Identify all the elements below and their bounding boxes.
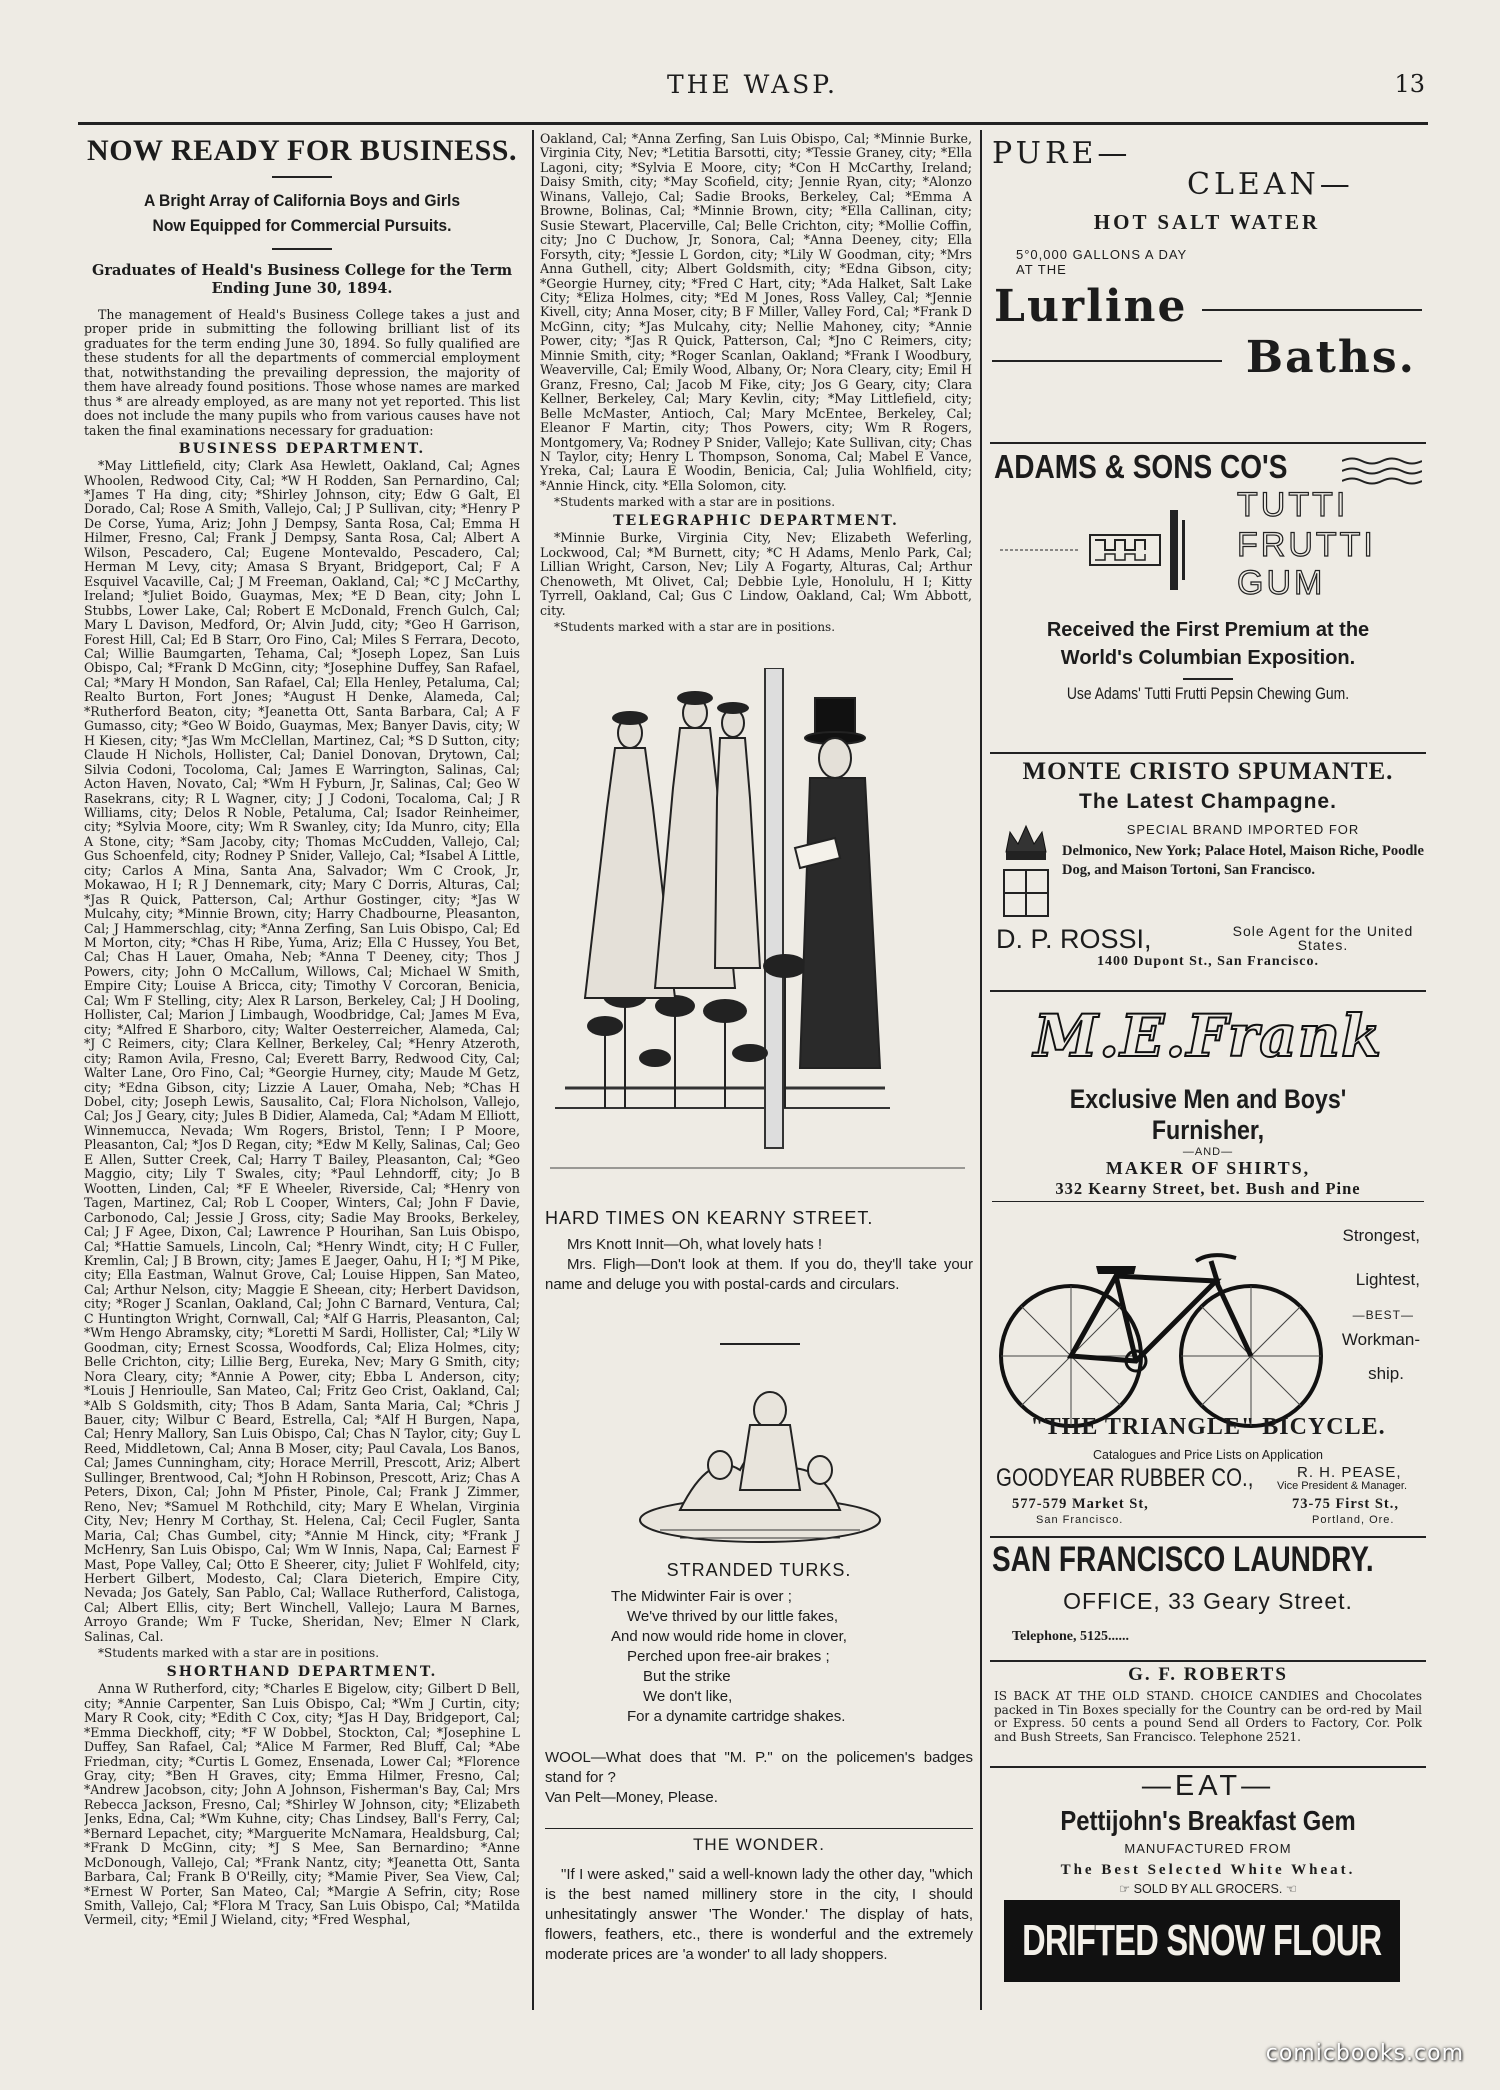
poem-line: We've thrived by our little fakes, — [627, 1608, 839, 1625]
telegraphic-department-heading: TELEGRAPHIC DEPARTMENT. — [613, 513, 899, 530]
ad-rule-4 — [990, 1536, 1426, 1538]
frank-logo: M.E.Frank — [1033, 1002, 1383, 1070]
cartoon-hard-times-line2: Mrs. Fligh—Don't look at them. If you do, they'll take your name and deluge you with postal-cards and circulars. — [545, 1256, 973, 1293]
wool-line1: WOOL—What does that "M. P." on the policemen's badges stand for ? — [545, 1749, 973, 1786]
monte-venues: Delmonico, New York; Palace Hotel, Maison Riche, Poodle Dog, and Maison Tortoni, San Francisco. — [1062, 843, 1424, 878]
pettijohn-title: Pettijohn's Breakfast Gem — [1060, 1805, 1356, 1836]
stranded-turks-block — [545, 1560, 973, 1760]
lurline-name: Lurline — [994, 281, 1188, 332]
wavy-lines-icon — [1342, 456, 1422, 486]
stranded-turks-caption: STRANDED TURKS. — [666, 1560, 852, 1580]
poem-line: For a dynamite cartridge shakes. — [627, 1708, 846, 1725]
lurline-name-row — [992, 277, 1422, 332]
ad-lurline-baths — [992, 136, 1422, 436]
ad-monte-cristo — [992, 758, 1424, 988]
ad-rule-5 — [990, 1660, 1426, 1662]
baths-name-row — [992, 332, 1422, 384]
monte-sub: The Latest Champagne. — [1079, 790, 1337, 813]
goodyear-address: 577-579 Market St, — [1012, 1496, 1149, 1512]
tutti-label: TUTTI — [1237, 486, 1349, 524]
laundry-telephone: Telephone, 5125...... — [1012, 1629, 1129, 1644]
poem-line: But the strike — [643, 1668, 731, 1685]
wonder-block — [545, 1828, 973, 2008]
baths-rule — [992, 360, 1222, 362]
cartoon-hard-times-illustration — [545, 668, 970, 1203]
watermark: comicbooks.com — [1265, 2041, 1464, 2066]
roberts-title: G. F. ROBERTS — [1128, 1664, 1288, 1685]
lurline-pure: PURE— — [992, 136, 1132, 171]
adams-use: Use Adams' Tutti Frutti Pepsin Chewing Gum. — [1066, 684, 1350, 703]
business-list: *May Littlefield, city; Clark Asa Hewlett, Oakland, Cal; Agnes Whoolen, Redwood City, Cal; *W H Rodden, San Pernardino, Cal; *James T Ha ding, city; *Shirley Johnson, city; Edw G Galt, El Dorado, Cal; Rose A Smith, Vallejo, Cal; J P Sullivan, city; *Henry P De Corse, Yuma, Ariz; John J Dempsy, Santa Rosa, Cal; Emma H Hilmer, Fresno, Cal; Frank J Dempsy, Santa Rosa, Cal; Albert A Wilson, Pescadero, Cal; Eugene Montevaldo, Pescadero, Cal; Herman M Levy, city; Amasa S Bryant, Bridgeport, Cal; F A Esquivel Vacaville, Cal; J M Freeman, Oakland, Cal; *C J McCarthy, Ireland; *Juliet Boido, Guaymas, Mex; *E D Bean, city; John L Stubbs, Lower Lake, Cal; Robert E McDonald, French Gulch, Cal; Mary L Davison, Medford, Or; Alvin Judd, city; *Geo H Garrison, Forest Hill, Cal; Ed B Starr, Oro Fino, Cal; Miles S Ferrara, Decoto, Cal; Willie Baumgarten, Tehama, Cal; *Joseph Lopez, San Luis Obispo, Cal; *Frank D McGinn, city; *Josephine Duffey, San Rafael, Cal; *Mary H Mondon, San Rafael, Cal; Ella Henley, Petaluma, Cal; Realto Burton, Fort Jones; *August H Denke, Alameda, Cal; *Rutherford Beaton, city; *Jeanetta Ott, Santa Barbara, Cal; A F Gumasso, city; *Geo W Boido, Guaymas, Mex; Banyer Davis, city; W H Kiesen, city; *Jas Wm McClellan, Martinez, Cal; *S D Sutton, city; Claude H Nichols, Hollister, Cal; Daniel Donovan, Drytown, Cal; Silvia Codoni, Tocoloma, Cal; James E Warrington, Salinas, Cal; Acton Haven, Novato, Cal; *Wm H Fyburn, Jr, Salinas, Cal; Geo W Rasekrans, city; R L Wagner, city; J J Codoni, Tocaloma, Cal; J R Williams, city; Delos R Noble, Petaluma, Cal; Isador Reinheimer, city; *Sylvia Moore, city; Wm R Swanley, city; Ida Munro, city; Ella A Stone, city; *Sam Jacoby, city; Thomas McCudden, Vallejo, Cal; Gus Schoenfeld, city; Rodney P Snider, Vallejo, Cal; *Isabel A Little, city; Carlos A Mina, Santa Ana, Salvador; Wm C Crook, Jr, Mokawao, H I; R J Dennemark, city; Mary C Dorris, Alturas, Cal; *Jas R Quick, Patterson, Cal; Arthur Gostinger, city; *Jas W Mulcahy, city; *Minnie Brown, city; Harry Chadbourne, Pleasanton, Cal; J Hammerschlag, city; *Anna Zerfing, San Luis Obispo, Cal; Ed M Morton, city; *Chas H Ribe, Yuma, Ariz; Ella C Hussey, You Bet, Cal; Chas H Lauer, Omaha, Neb; *Anna T Deeney, city; Thos J Powers, city; John O McCallum, Willows, Cal; Michael W Smith, Empire City; Louise A Bricca, city; Timothy V Corcoran, Benicia, Cal; Wm F Stelling, city; Alex R Larson, Berkeley, Cal; J H Dooling, Hollister, Cal; Marion J Limbaugh, Woodbridge, Cal; James M Eva, city; *Alfred E Sharboro, city; Walter Oesterreicher, Alameda, Cal; *J C Reimers, city; Clara Kellner, Berkeley, Cal; *Henry Atzeroth, city; Ramon Avila, Fresno, Cal; Everett Barry, Redwood City, Cal; Walter Lane, Oro Fino, Cal; *Georgie Hurney, city; Maude M Getz, city; *Edna Gibson, city; Lizzie A Lauer, Omaha, Neb; *Chas H Dobel, city; Joseph Lewis, Sausalito, Cal; Flora Nicholson, Vallejo, Cal; Jos J Geary, city; Jules B Didier, Alameda, Cal; *Adam M Elliott, Winnemucca, Nevada; Wm Rogers, Bristol, Tenn; I P Moore, Pleasanton, Cal; *Jos D Regan, city; *Edw M Kelly, Salinas, Cal; Geo E Allen, Sutter Creek, Cal; Harry T Bailey, Pleasanton, Cal; *Geo Maggio, city; Lily T Swales, city; *Paul Lehndorff, city; Jo B Wootten, Linden, Cal; *F E Wheeler, Riverside, Cal; *Henry von Tagen, Martinez, Cal; Rob L Cooper, Winters, Cal; John F Davie, Carbonodo, Cal; Jessie J Gross, city; Sadie May Brooks, Berkeley, Cal; J F Agee, Dixon, Cal; Lawrence P Hourihan, San Luis Obispo, Cal; *Hattie Samuels, Lincoln, Cal; *Henry Windt, city; H C Fuller, Kremlin, Cal; J B Brown, city; James E Jaeger, Oahu, H I; *J M Pike, city; Ella Eastman, Walnut Grove, Cal; Louise Hippen, San Mateo, Cal; Arthur Nelson, city; Maggie E Sheean, city; Herbert Davidson, city; *Roger J Scanlan, Oakland, Cal; John C Barnard, Ventura, Cal; C Huntington Wright, Cornwall, Cal; *Alf G Harris, Pleasanton, Cal; *Wm Hengo Abramsky, city; *Loretti M Sardi, Hollister, Cal; *Lily W Goodman, city; Ernest Scossa, Woodfords, Cal; Eliza Holmes, city; Belle Crichton, city; Lillie Berg, Eureka, Nev; Mary G Smith, city; Nora Cleary, city; *Annie A Power, city; Ebba L Anderson, city; *Louis J Henrioulle, San Mateo, Cal; Fritz Geo Crist, Oakland, Cal; *Alb S Goldsmith, city; Thos B Adam, Santa Maria, Cal; *Chris J Bauer, city; Wilbur C Beard, Estrella, Cal; *Alf H Burgen, Napa, Cal; Henry Mallory, San Luis Obispo, Cal; Chas N Taylor, city; Guy L Reed, Middletown, Cal; Anna B Moser, city; Paul Cavala, Los Banos, Cal; James Cunningham, city; Horace Merrill, Prescott, Ariz; Albert Sullinger, Brentwood, Cal; *John H Robinson, Prescott, Ariz; Chas A Peters, Dixon, Cal; John M Pfister, Pinole, Cal; Frank J Zimmer, Reno, Nev; *Samuel M Rothchild, city; Mary E Whelan, Virginia City, Nev; Henry M Corthay, St. Helena, Cal; Cecil Fugler, Santa Maria, Cal; Chas Gumbel, city; *Annie M Hinck, city; *Frank J McHenry, San Luis Obispo, Cal; Wm W Innis, Napa, Cal; Earnest F Mast, Pope Valley, Cal; Otto E Sheerer, city; Juliet F Wohlfeld, city; Herbert Gilbert, Modesto, Cal; Clara Dieterich, Empire City, Nevada; Jos Gately, San Pablo, Cal; Wallace Rutherford, Calistoga, Cal; Albert Ellis, city; Bert Winchell, Vallejo; Laura M Barnes, Arroyo Grande; Wm F Tucke, Sheridan, Nev; Elmer N Clark, Salinas, Cal. — [84, 458, 520, 1644]
roberts-text: IS BACK AT THE OLD STAND. CHOICE CANDIES and Chocolates packed in Tin Boxes specially for the Country can be ord-red by Mail or Express. 50 cents a pound Send all Orders to Factory, Cor. Polk and Bush Streets, San Francisco. Telephone 2521. — [994, 1689, 1422, 1744]
tutti-frutti-row — [992, 486, 1424, 602]
laundry-title: SAN FRANCISCO LAUNDRY. — [992, 1540, 1374, 1579]
bike-tag-ship: ship. — [1368, 1364, 1404, 1383]
subheadline: A Bright Array of California Boys and Girls Now Equipped for Commercial Pursuits. — [143, 191, 461, 235]
cartoon-hard-times-caption: HARD TIMES ON KEARNY STREET. — [545, 1208, 874, 1228]
rossi-address: 1400 Dupont St., San Francisco. — [1097, 954, 1319, 969]
headline: NOW READY FOR BUSINESS. — [87, 134, 517, 167]
bike-catalogues: Catalogues and Price Lists on Application — [1092, 1448, 1323, 1462]
page-header — [80, 70, 1425, 110]
bike-tag-workman: Workman- — [1341, 1330, 1420, 1349]
adams-title: ADAMS & SONS CO'S — [994, 448, 1288, 485]
masthead-title: THE WASP. — [666, 70, 838, 99]
ad-adams-tutti-frutti — [992, 448, 1424, 748]
bike-name: "THE TRIANGLE" BICYCLE. — [1030, 1414, 1386, 1440]
business-note: *Students marked with a star are in positions. — [98, 1646, 380, 1661]
poem-line: Perched upon free-air brakes ; — [627, 1648, 830, 1665]
wool-joke — [545, 1748, 973, 1828]
column-rule-2 — [980, 130, 982, 2010]
crown-icon — [1002, 822, 1050, 862]
bike-tag-lightest: Lightest, — [1355, 1270, 1420, 1289]
rossi-name: D. P. ROSSI, — [996, 924, 1152, 954]
shorthand-list-continued: Oakland, Cal; *Anna Zerfing, San Luis Obispo, Cal; *Minnie Burke, Virginia City, Nev; *Letitia Barsotti, city; *Tessie Graney, city; *Ella Lagoni, city; *Sylvia E Moore, city; *Con H McCarthy, Ireland; Daisy Smith, city; *May Scofield, city; Jennie Ryan, city; *Alonzo Winans, Vallejo, Cal; Sadie Brooks, Berkeley, Cal; *Emma A Browne, Bolinas, Cal; *Minnie Brown, city; *Ella Callinan, city; Susie Stewart, Placerville, Cal; Belle Crichton, city; *Mollie Coffin, city; Jno C Duchow, Jr, Sonora, Cal; *Anna Deeney, city; Ella Forsyth, city; *Jessie L Gordon, city; *Lily W Goodman, city; *Mrs Anna Guthell, city; Albert Goldsmith, city; *Edna Gibson, city; *Georgie Hurney, city; *Fred C Hart, city; *Ada Halket, Salt Lake City; *Eliza Holmes, city; *Ed M Jones, Ross Valley, Cal; *Jennie Kivell, city; Anna Moser, city; B F Miller, Valley Ford, Cal; *Frank D McGinn, city; *Jas Mulcahy, city; Nellie Mahoney, city; *Annie Power, city; *Jas R Quick, Patterson, Cal; *Jno C Reimers, city; Minnie Smith, city; *Roger Scanlan, Oakland; *Frank I Woodbury, Weaverville, Cal; Emily Wood, Albany, Or; Nora Cleary, city; Emil H Granz, Fresno, Cal; Jacob M Fike, city; Jos G Geary, city; Clara Kellner, Berkeley, Cal; Mary Kevlin, city; *May Littlefield, city; Belle McMaster, Antioch, Cal; Mary McEntee, Berkeley, Cal; Eleanor F Martin, city; Thos Powers, city; Wm R Rogers, Montgomery, Va; Rodney P Snider, Vallejo; Kate Sullivan, city; Chas N Taylor, city; Henry L Thompson, Sonoma, Cal; Mabel E Vance, Yreka, Cal; Laura E Woodin, Benicia, Cal; Julia Wohlfield, city; *Annie Hinck, city. *Ella Solomon, city. — [540, 132, 972, 493]
pettijohn-wheat: The Best Selected White Wheat. — [1060, 1862, 1356, 1878]
adams-premium: Received the First Premium at the World's Columbian Exposition. — [1046, 619, 1370, 669]
pease-title: Vice President & Manager. — [1277, 1480, 1408, 1492]
intro-paragraph: The management of Heald's Business College takes a just and proper pride in submitting the following brilliant list of its graduates for the term ending June 30, 1894. So fully qualified are these students for all the departments of commercial employment that, notwithstanding the prevailing depression, the majority of them have already found positions. Those whose names are marked thus * are already employed, as are many not yet reported. This list does not include the many pupils who from various causes have not taken the final examinations necessary for graduation: — [84, 307, 520, 438]
poem-line: The Midwinter Fair is over ; — [611, 1588, 792, 1605]
stranded-turks-poem — [545, 1587, 973, 1727]
pettijohn-sold-row — [992, 1881, 1424, 1896]
pettijohn-eat: —EAT— — [1141, 1770, 1275, 1802]
ornament-icon — [1000, 510, 1210, 590]
graduates-heading: Graduates of Heald's Business College for the Term Ending June 30, 1894. — [91, 262, 513, 297]
frutti-label: FRUTTI — [1237, 526, 1376, 564]
subhead-rule — [272, 248, 332, 250]
frank-and: —AND— — [1182, 1146, 1234, 1158]
monte-body — [992, 814, 1424, 924]
rossi-agent: Sole Agent for the United States. — [1232, 923, 1414, 953]
cartoon-hard-times-line1: Mrs Knott Innit—Oh, what lovely hats ! — [567, 1236, 823, 1253]
shorthand-list: Anna W Rutherford, city; *Charles E Bigelow, city; Gilbert D Bell, city; *Annie Carpenter, San Luis Obispo, Cal; *Wm J Curtin, city; Mary R Cook, city; *Edith C Cox, city; *Jas H Day, Bridgeport, Cal; *Emma Dieckhoff, city; *F W Dobbel, Stockton, Cal; *Josephine L Duffey, San Rafael, Cal; *Alice M Farmer, Red Bluff, Cal; *Abe Friedman, city; *Curtis L Gomez, Ensenada, Lower Cal; *Florence Gray, city; *Ben H Graves, city; Emma Hilmer, Fresno, Cal; *Andrew Jacobson, city; John A Johnson, Fisherman's Bay, Cal; Mrs Rebecca Jackson, Fresno, Cal; *Shirley W Johnson, city; *Elizabeth Jenks, Edna, Cal; *Wm Kuhne, city; Chas Lindsey, Ball's Ferry, Cal; *Bernard Lepachet, city; *Marguerite McNamara, Healdsburg, Cal; *Frank D McGinn, city; *J S Mee, San Bernardino; *Anne McDonough, Vallejo, Cal; *Frank Nantz, city; *Jeanetta Ott, Santa Barbara, Cal; Frank B O'Reilly, city; *Mamie Piver, Sea View, Cal; *Ernest W Porter, San Mateo, Cal; *Margie A Sefrin, city; Rose Smith, Vallejo, Cal; *Flora M Tracy, San Luis Obispo, Cal; *Matilda Vermeil, city; *Emil J Wieland, city; *Fred Wesphal, — [84, 1681, 520, 1928]
pointing-hand-icon: ☞ — [1118, 1882, 1134, 1896]
lurline-at-the: AT THE — [1016, 262, 1067, 277]
pease-name: R. H. PEASE, — [1297, 1464, 1402, 1481]
shield-cross-icon — [1002, 868, 1050, 918]
headline-rule — [272, 176, 332, 178]
flour-label: DRIFTED SNOW FLOUR — [1022, 1916, 1382, 1965]
adams-rule — [1183, 678, 1233, 680]
frank-line2: MAKER OF SHIRTS, — [1105, 1158, 1311, 1178]
frank-address: 332 Kearny Street, bet. Bush and Pine — [992, 1179, 1424, 1202]
adams-title-row — [992, 448, 1424, 490]
bike-tag-strongest: Strongest, — [1342, 1226, 1420, 1245]
ad-rule-1 — [990, 442, 1426, 444]
wonder-heading: THE WONDER. — [545, 1828, 973, 1855]
shorthand-department-heading: SHORTHAND DEPARTMENT. — [166, 1664, 438, 1681]
laundry-office: OFFICE, 33 Geary Street. — [1063, 1588, 1353, 1614]
rossi-row — [992, 924, 1424, 954]
business-department-heading: BUSINESS DEPARTMENT. — [178, 441, 426, 458]
ad-pettijohn — [992, 1770, 1424, 1896]
bike-tag-best: —BEST— — [1352, 1308, 1414, 1322]
cartoon-stranded-turks-illustration — [620, 1370, 900, 1550]
ad-drifted-snow-flour — [1004, 1900, 1400, 1982]
ad-sf-laundry — [992, 1540, 1424, 1670]
lurline-hot-salt-water: HOT SALT WATER — [1093, 210, 1321, 234]
gum-label: GUM — [1237, 564, 1326, 602]
monte-title: MONTE CRISTO SPUMANTE. — [1022, 758, 1394, 785]
ad-triangle-bicycle — [992, 1216, 1424, 1536]
ad-rule-6 — [990, 1766, 1426, 1768]
wonder-text: "If I were asked," said a well-known lady the other day, "which is the best named millinery store in the city, I should unhesitatingly answer 'The Wonder.' The display of hats, flowers, feathers, etc., there is wonderful and the extremely moderate prices are 'a wonder' to all lady shoppers. — [545, 1866, 973, 1963]
cartoon-divider — [720, 1343, 800, 1345]
pettijohn-sold: SOLD BY ALL GROCERS. — [1133, 1882, 1283, 1896]
wool-line2: Van Pelt—Money, Please. — [545, 1789, 718, 1806]
pease-city: Portland, Ore. — [1312, 1514, 1395, 1526]
shorthand-note: *Students marked with a star are in positions. — [554, 495, 836, 510]
header-rule — [78, 122, 1428, 125]
goodyear-city: San Francisco. — [1036, 1514, 1124, 1526]
bicycle-icon — [996, 1236, 1326, 1436]
frank-line1: Exclusive Men and Boys' Furnisher, — [1069, 1084, 1347, 1145]
cartoon-hard-times-text — [545, 1208, 973, 1328]
ad-rule-3 — [990, 990, 1426, 992]
lurline-gallons: 5°0,000 GALLONS A DAY — [1016, 247, 1188, 262]
column-rule-1 — [532, 130, 534, 2010]
baths-name: Baths. — [1245, 332, 1416, 383]
lurline-clean: CLEAN— — [1187, 167, 1354, 202]
poem-line: We don't like, — [643, 1688, 733, 1705]
pettijohn-mfd: MANUFACTURED FROM — [1124, 1841, 1292, 1856]
goodyear-name: GOODYEAR RUBBER CO., — [996, 1464, 1254, 1492]
lurline-rule — [1202, 309, 1422, 311]
monte-special: SPECIAL BRAND IMPORTED FOR — [1126, 822, 1360, 837]
poem-line: And now would ride home in clover, — [611, 1628, 847, 1645]
telegraphic-list: *Minnie Burke, Virginia City, Nev; Elizabeth Weferling, Lockwood, Cal; *M Burnett, city; *C H Adams, Menlo Park, Cal; Lillian Wright, Carson, Nev; Lily A Fogarty, Alturas, Cal; Arthur Chenoweth, Mt Olivet, Cal; Debbie Lyle, Honolulu, H I; Kitty Tyrrell, Oakland, Cal; Gus C Lindow, Oakland, Cal; Wm Abbott, city. — [540, 530, 972, 618]
ad-gf-roberts — [994, 1664, 1422, 1764]
column-one — [84, 134, 520, 2004]
page-number: 13 — [1394, 70, 1425, 98]
telegraphic-note: *Students marked with a star are in positions. — [554, 620, 836, 635]
ad-me-frank — [992, 996, 1424, 1211]
pease-address: 73-75 First St., — [1292, 1496, 1400, 1512]
ad-rule-2 — [990, 752, 1426, 754]
pointing-hand-icon-right: ☜ — [1282, 1882, 1298, 1896]
